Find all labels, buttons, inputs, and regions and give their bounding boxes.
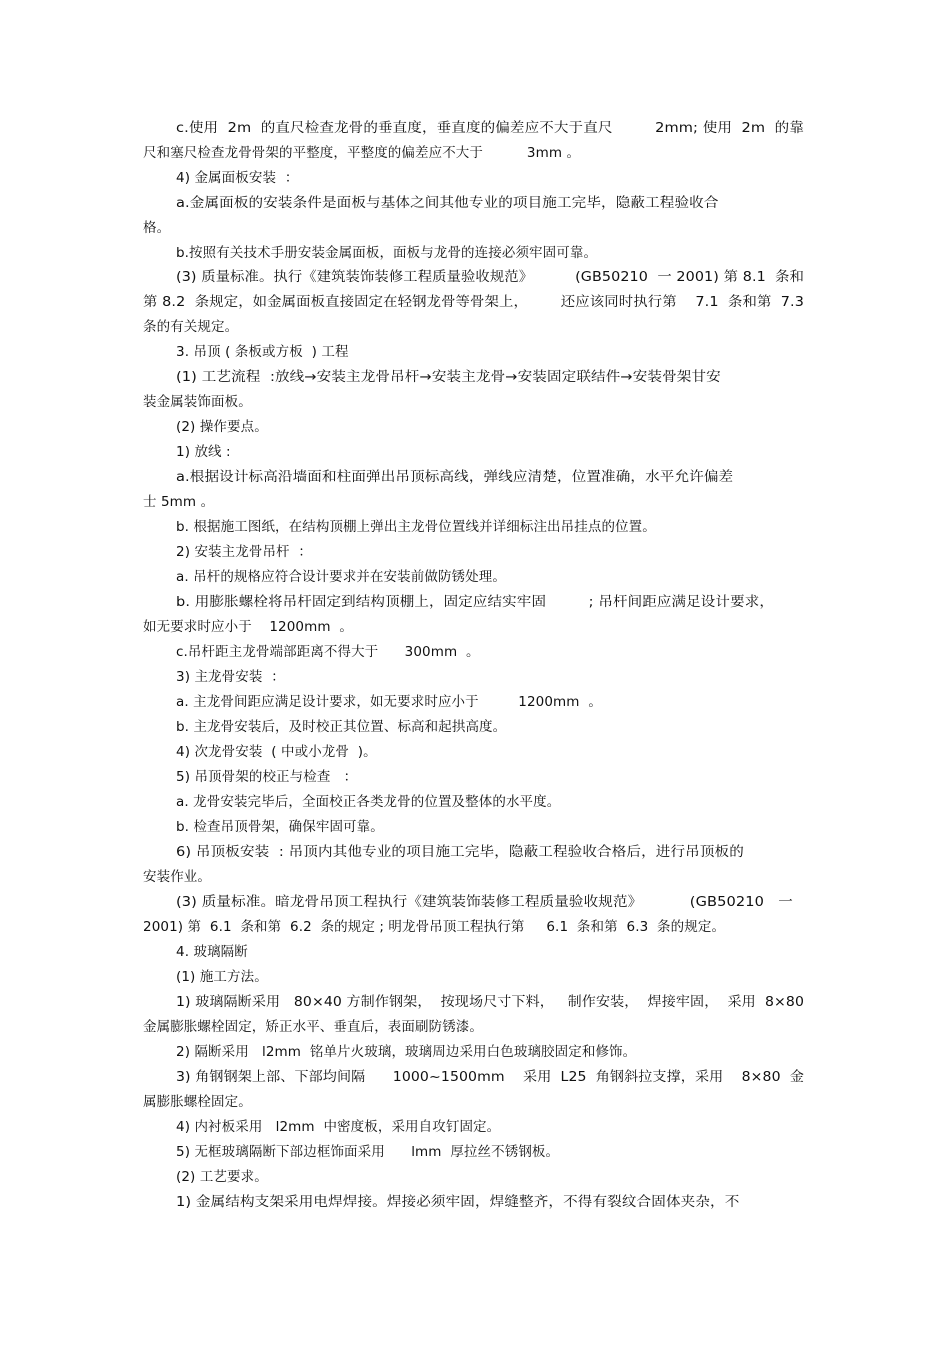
- text-line-content: 第 8.2 条规定，如金属面板直接固定在轻钢龙骨等骨架上， 还应该同时执行第 7.1 条和第 7.3: [143, 294, 804, 310]
- text-line: [176, 968, 268, 986]
- text-line-content: a.金属面板的安装条件是面板与基体之间其他专业的项目施工完毕，隐蔽工程验收合: [176, 195, 719, 211]
- text-line-content: 格。: [143, 220, 171, 236]
- text-line: [176, 119, 804, 137]
- text-line-content: 4) 金属面板安装 ：: [176, 170, 299, 186]
- text-line: [176, 768, 357, 786]
- text-line-content: b. 检查吊顶骨架，确保牢固可靠。: [176, 819, 384, 835]
- text-line-content: (1) 施工方法。: [176, 969, 268, 985]
- text-line: [176, 568, 506, 586]
- text-line: [176, 693, 602, 711]
- text-line-content: (2) 操作要点。: [176, 419, 268, 435]
- text-line: [176, 443, 231, 461]
- text-line: [143, 219, 170, 237]
- text-line: [176, 743, 377, 761]
- text-line-content: b. 根据施工图纸，在结构顶棚上弹出主龙骨位置线并详细标注出吊挂点的位置。: [176, 519, 656, 535]
- text-line: [176, 668, 285, 686]
- text-line: [176, 1043, 636, 1061]
- text-line: [176, 793, 560, 811]
- text-line: [176, 1168, 268, 1186]
- text-line-content: a.根据设计标高沿墙面和柱面弹出吊顶标高线，弹线应清楚，位置准确，水平允许偏差: [176, 469, 734, 485]
- text-line-content: 3) 主龙骨安装 ：: [176, 669, 285, 685]
- text-line-content: 1) 金属结构支架采用电焊焊接。焊接必须牢固，焊缝整齐，不得有裂纹合固体夹杂，不: [176, 1194, 740, 1210]
- text-line-content: 如无要求时应小于 1200mm 。: [143, 619, 354, 635]
- text-line-content: c.使用 2m 的直尺检查龙骨的垂直度，垂直度的偏差应不大于直尺 2mm; 使用 2m 的靠: [176, 120, 804, 136]
- text-line: [176, 643, 480, 661]
- text-line-content: a. 吊杆的规格应符合设计要求并在安装前做防锈处理。: [176, 569, 506, 585]
- text-line: [176, 244, 597, 262]
- text-line-content: 条的有关规定。: [143, 319, 239, 335]
- text-line: [176, 418, 268, 436]
- text-line: [176, 343, 349, 361]
- text-line-content: 士 5mm 。: [143, 494, 215, 510]
- text-line: [176, 1068, 804, 1086]
- text-line-content: 2001) 第 6.1 条和第 6.2 条的规定 ; 明龙骨吊顶工程执行第 6.1 条和第 6.3 条的规定。: [143, 919, 726, 935]
- text-line: [176, 943, 248, 961]
- text-line: [176, 368, 721, 386]
- text-line: [176, 843, 744, 861]
- text-line: [143, 293, 804, 311]
- text-line-content: 属膨胀螺栓固定。: [143, 1094, 252, 1110]
- text-line: [176, 718, 506, 736]
- text-line: [176, 268, 804, 286]
- text-line: [143, 318, 238, 336]
- text-line: [143, 618, 353, 636]
- text-line-content: (3) 质量标准。暗龙骨吊顶工程执行《建筑装饰装修工程质量验收规范》 (GB50210 一: [176, 894, 793, 910]
- text-line: [143, 918, 725, 936]
- text-line: [176, 1143, 559, 1161]
- text-line-content: a. 主龙骨间距应满足设计要求，如无要求时应小于 1200mm 。: [176, 694, 602, 710]
- text-line-content: b.按照有关技术手册安装金属面板，面板与龙骨的连接必须牢固可靠。: [176, 245, 598, 261]
- text-line: [143, 493, 214, 511]
- text-line-content: a. 龙骨安装完毕后，全面校正各类龙骨的位置及整体的水平度。: [176, 794, 561, 810]
- text-line: [176, 818, 384, 836]
- text-line: [143, 144, 580, 162]
- text-line-content: b. 主龙骨安装后，及时校正其位置、标高和起拱高度。: [176, 719, 507, 735]
- text-line-content: 4) 内衬板采用 l2mm 中密度板，采用自攻钉固定。: [176, 1119, 501, 1135]
- text-line: [176, 169, 298, 187]
- text-line: [176, 993, 804, 1011]
- text-line: [143, 1018, 483, 1036]
- text-line: [176, 194, 719, 212]
- text-line-content: 尺和塞尺检查龙骨骨架的平整度，平整度的偏差应不大于 3mm 。: [143, 145, 581, 161]
- text-line: [176, 893, 793, 911]
- text-line-content: 金属膨胀螺栓固定，矫正水平、垂直后，表面刷防锈漆。: [143, 1019, 483, 1035]
- text-line-content: 3. 吊顶 ( 条板或方板 ) 工程: [176, 344, 349, 360]
- text-line-content: 5) 吊顶骨架的校正与检查 ：: [176, 769, 358, 785]
- text-line-content: 装金属装饰面板。: [143, 394, 252, 410]
- text-line-content: 5) 无框玻璃隔断下部边框饰面采用 lmm 厚拉丝不锈钢板。: [176, 1144, 560, 1160]
- text-line-content: 4. 玻璃隔断: [176, 944, 248, 960]
- text-line: [143, 393, 252, 411]
- text-line-content: 4) 次龙骨安装 ( 中或小龙骨 )。: [176, 744, 377, 760]
- text-line-content: 6) 吊顶板安装 : 吊顶内其他专业的项目施工完毕，隐蔽工程验收合格后，进行吊顶板的: [176, 844, 744, 860]
- text-line-content: (3) 质量标准。执行《建筑装饰装修工程质量验收规范》 (GB50210 一 2001) 第 8.1 条和: [176, 269, 804, 285]
- text-line-content: 2) 安装主龙骨吊杆 ：: [176, 544, 313, 560]
- text-line: [176, 468, 733, 486]
- text-line-content: 安装作业。: [143, 869, 211, 885]
- text-line: [143, 1093, 252, 1111]
- text-line-content: 2) 隔断采用 l2mm 铭单片火玻璃，玻璃周边采用白色玻璃胶固定和修饰。: [176, 1044, 637, 1060]
- text-line-content: b. 用膨胀螺栓将吊杆固定到结构顶棚上，固定应结实牢固 ; 吊杆间距应满足设计要求，: [176, 594, 774, 610]
- text-line: [176, 543, 312, 561]
- text-line-content: c.吊杆距主龙骨端部距离不得大于 300mm 。: [176, 644, 480, 660]
- text-line-content: (1) 工艺流程 :放线→安装主龙骨吊杆→安装主龙骨→安装固定联结件→安装骨架甘安: [176, 369, 721, 385]
- text-line-content: 1) 放线 :: [176, 444, 231, 460]
- text-line: [143, 868, 211, 886]
- text-line: [176, 518, 656, 536]
- text-line: [176, 593, 774, 611]
- text-line-content: 1) 玻璃隔断采用 80×40 方制作钢架， 按现场尺寸下料， 制作安装， 焊接牢固， 采用 8×80: [176, 994, 804, 1010]
- text-line-content: (2) 工艺要求。: [176, 1169, 268, 1185]
- text-line: [176, 1118, 500, 1136]
- text-line-content: 3) 角钢钢架上部、下部均间隔 1000~1500mm 采用 L25 角钢斜拉支撑，采用 8×80 金: [176, 1069, 804, 1085]
- text-line: [176, 1193, 739, 1211]
